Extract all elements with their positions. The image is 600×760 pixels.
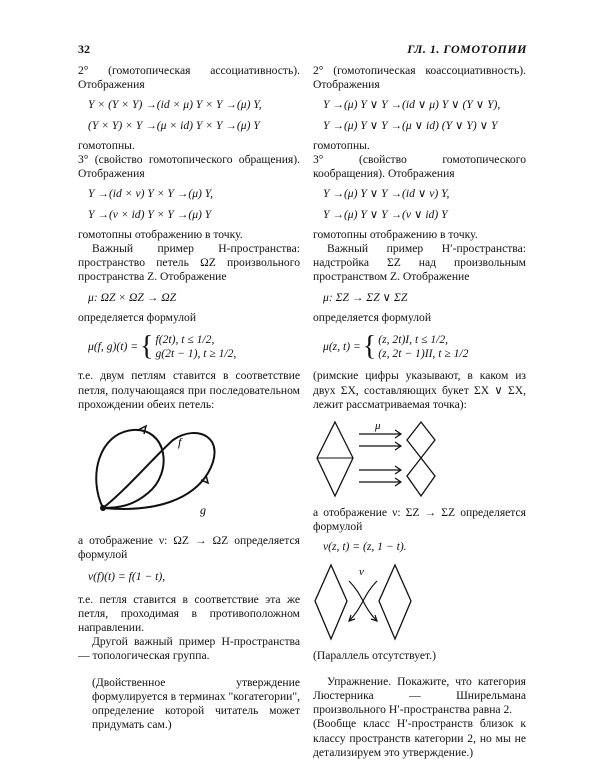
right-formula-lhs: μ(z, t) = [323, 340, 361, 354]
right-roman-note: (римские цифры указывают, в каком из двух ΣX, составляющих букет ΣX ∨ ΣX, лежит рассматриваемая точка): [313, 369, 526, 411]
figure-label-nu: ν [359, 565, 364, 578]
right-formula-case2: (z, 2t − 1)II, t ≥ 1/2 [378, 347, 469, 361]
right-item3-formula2: Y →(μ) Y ∨ Y →(ν ∨ id) Y [323, 207, 448, 221]
left-formula-lhs: μ(f, g)(t) = [88, 340, 139, 354]
right-item2-formula1: Y →(μ) Y ∨ Y →(id ∨ μ) Y ∨ (Y ∨ Y), [323, 98, 501, 112]
right-item2-title: 2° (гомотопическая коассоциативность). Отображения [313, 64, 526, 92]
suspension-figure-nu [313, 561, 413, 643]
left-formula-case1: f(2t), t ≤ 1/2, [155, 333, 215, 347]
left-item2-end: гомотопны. [78, 138, 135, 152]
right-brace: { [362, 331, 377, 363]
left-loops-text: т.е. двум петлям ставится в соответствие петля, получающаяся при последовательном прохождении обеих петель: [78, 369, 300, 411]
loop-label-f: f [178, 435, 182, 450]
left-item3-title: 3° (свойство гомотопического обращения). Отображения [78, 153, 300, 181]
left-dual-note: (Двойственное утверждение формулируется в терминах "когатегории", определение которой читатель может придумать сам.) [92, 675, 300, 732]
left-column [78, 64, 300, 733]
right-item2-formula2: Y →(μ) Y ∨ Y →(μ ∨ id) (Y ∨ Y) ∨ Y [323, 118, 498, 132]
loops-figure [78, 418, 278, 528]
right-example-intro: Важный пример H′-пространства: надстройка ΣZ над произвольным пространством Z. Отображение [313, 242, 526, 284]
right-exercise-note: (Вообще класс H′-пространств близок к классу пространств категории 2, но мы не детализируем это утверждение.) [313, 717, 526, 759]
right-mu-definition: μ: ΣZ → ΣZ ∨ ΣZ [323, 290, 408, 304]
figure-label-mu: μ [375, 420, 381, 433]
right-column [313, 64, 526, 760]
right-parallel-note: (Параллель отсутствует.) [313, 648, 436, 662]
right-nu-intro: а отображение ν: ΣZ → ΣZ определяется формулой [313, 506, 526, 534]
right-formula-cases [378, 333, 468, 361]
left-item2-title: 2° (гомотопическая ассоциативность). Отображения [78, 64, 300, 92]
right-defined-by: определяется формулой [313, 310, 432, 324]
left-item3-formula2: Y →(ν × id) Y × Y →(μ) Y [88, 207, 212, 221]
left-nu-text: т.е. петля ставится в соответствие эта же петля, проходимая в противоположном направлении. [78, 592, 300, 635]
right-piecewise-formula [323, 333, 526, 361]
right-item3-title: 3° (свойство гомотопического кообращения). Отображения [313, 153, 526, 181]
left-piecewise-formula [88, 333, 300, 361]
chapter-title: ГЛ. 1. ГОМОТОПИИ [407, 42, 527, 56]
left-item3-end: гомотопны отображению в точку. [78, 227, 243, 241]
left-mu-definition: μ: ΩZ × ΩZ → ΩZ [88, 290, 177, 304]
right-exercise: Упражнение. Покажите, что категория Люстерника — Шнирельмана произвольного H′-пространства равна 2. [313, 674, 526, 717]
page-number: 32 [78, 42, 90, 56]
left-item3-formula1: Y →(id × ν) Y × Y →(μ) Y, [88, 187, 214, 201]
suspension-figure-mu [313, 418, 443, 500]
loop-label-g: g [200, 503, 206, 518]
left-item2-formula2: (Y × Y) × Y →(μ × id) Y × Y →(μ) Y [88, 118, 260, 132]
left-item2-formula1: Y × (Y × Y) →(id × μ) Y × Y →(μ) Y, [88, 98, 262, 112]
left-example-intro: Важный пример H-пространства: пространство петель ΩZ произвольного пространства Z. Отображение [78, 242, 300, 284]
left-nu-intro: а отображение ν: ΩZ → ΩZ определяется формулой [78, 534, 300, 562]
right-item3-end: гомотопны отображению в точку. [313, 227, 478, 241]
left-formula-cases [155, 333, 236, 361]
right-item3-formula1: Y →(μ) Y ∨ Y →(id ∨ ν) Y, [323, 187, 450, 201]
left-brace: { [140, 331, 154, 363]
left-defined-by: определяется формулой [78, 310, 197, 324]
left-formula-case2: g(2t − 1), t ≥ 1/2, [155, 347, 237, 361]
right-item2-end: гомотопны. [313, 138, 370, 152]
left-group-text: Другой важный пример H-пространства — топологическая группа. [78, 635, 300, 663]
left-nu-formula: ν(f)(t) = f(1 − t), [88, 570, 166, 584]
right-nu-formula: ν(z, t) = (z, 1 − t). [323, 540, 407, 554]
right-formula-case1: (z, 2t)I, t ≤ 1/2, [378, 333, 449, 347]
